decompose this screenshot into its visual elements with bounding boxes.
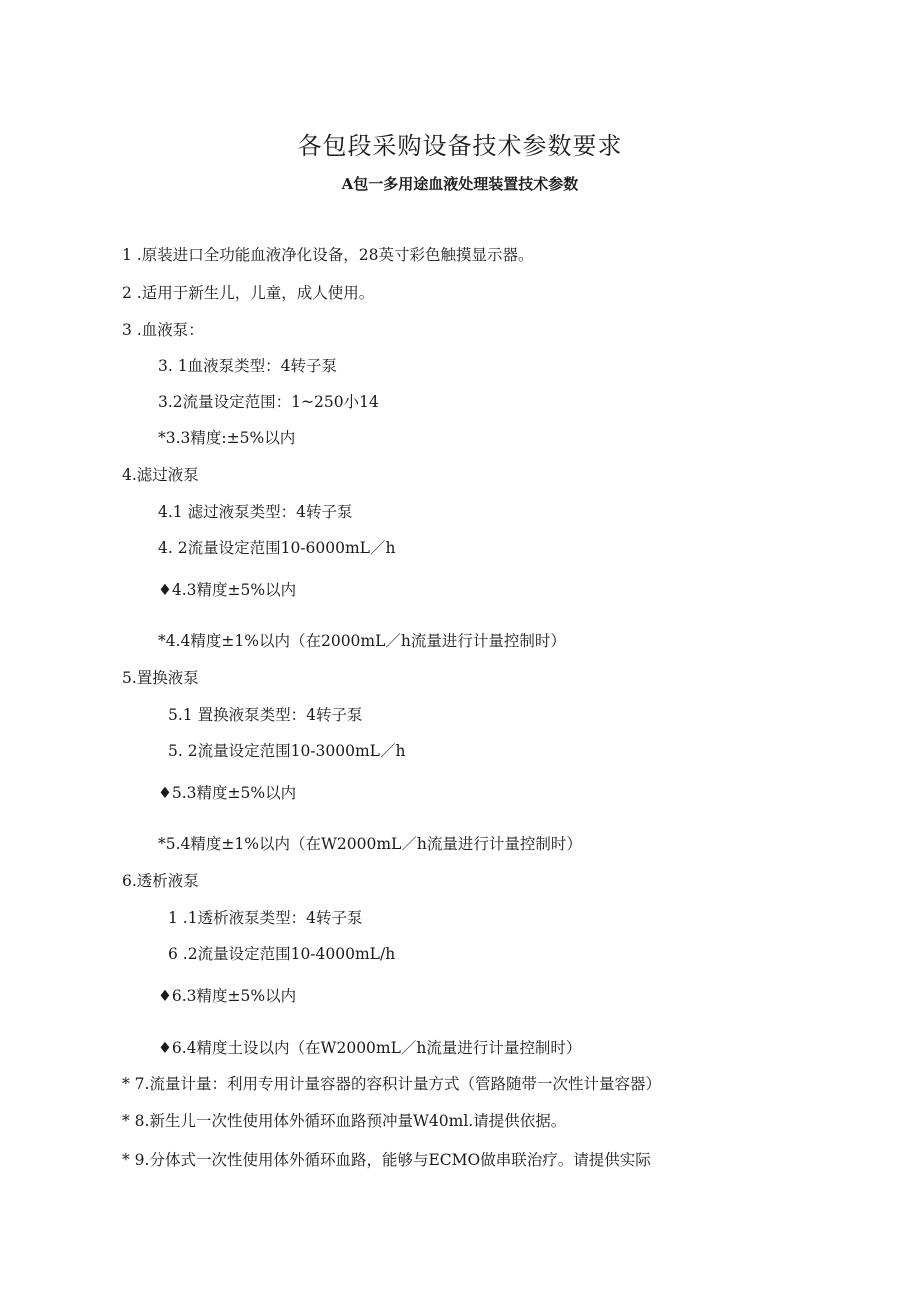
spec-line: ♦5.3精度±5%以内 xyxy=(158,784,297,802)
spec-line: 4.1 滤过液泵类型：4转子泵 xyxy=(158,503,353,521)
spec-line: 6.透析液泵 xyxy=(122,872,199,890)
spec-line: 4.滤过液泵 xyxy=(122,466,199,484)
spec-line: 3.2流量设定范围：1~250小14 xyxy=(158,393,379,411)
spec-line: ♦4.3精度±5%以内 xyxy=(158,581,297,599)
spec-line: * 9.分体式一次性使用体外循环血路，能够与ECMO做串联治疗。请提供实际 xyxy=(122,1151,651,1169)
spec-line: 5. 2流量设定范围10-3000mL／h xyxy=(168,742,406,760)
spec-line: * 8.新生儿一次性使用体外循环血路预冲量W40ml.请提供依据。 xyxy=(122,1112,567,1130)
spec-line: *3.3精度:±5%以内 xyxy=(158,429,296,447)
spec-line: 5.置换液泵 xyxy=(122,669,199,687)
spec-line: 5.1 置换液泵类型：4转子泵 xyxy=(168,706,363,724)
spec-line: 1 .原装进口全功能血液净化设备，28英寸彩色触摸显示器。 xyxy=(122,246,534,264)
spec-line: *4.4精度±1%以内（在2000mL／h流量进行计量控制时） xyxy=(158,632,566,650)
document-title: 各包段采购设备技术参数要求 xyxy=(297,132,623,160)
spec-line: * 7.流量计量：利用专用计量容器的容积计量方式（管路随带一次性计量容器） xyxy=(122,1075,661,1093)
spec-line: 6 .2流量设定范围10-4000mL/h xyxy=(168,945,396,963)
spec-line: 3 .血液泵： xyxy=(122,321,204,339)
document-subtitle: A包一多用途血液处理装置技术参数 xyxy=(341,175,579,193)
spec-line: *5.4精度±1%以内（在W2000mL／h流量进行计量控制时） xyxy=(158,835,582,853)
spec-line: 1 .1透析液泵类型：4转子泵 xyxy=(168,909,363,927)
spec-line: 2 .适用于新生儿，儿童，成人使用。 xyxy=(122,284,375,302)
spec-line: ♦6.3精度±5%以内 xyxy=(158,987,297,1005)
spec-line: 4. 2流量设定范围10-6000mL／h xyxy=(158,539,396,557)
spec-line: ♦6.4精度土设以内（在W2000mL／h流量进行计量控制时） xyxy=(158,1039,582,1057)
spec-line: 3. 1血液泵类型：4转子泵 xyxy=(158,357,337,375)
